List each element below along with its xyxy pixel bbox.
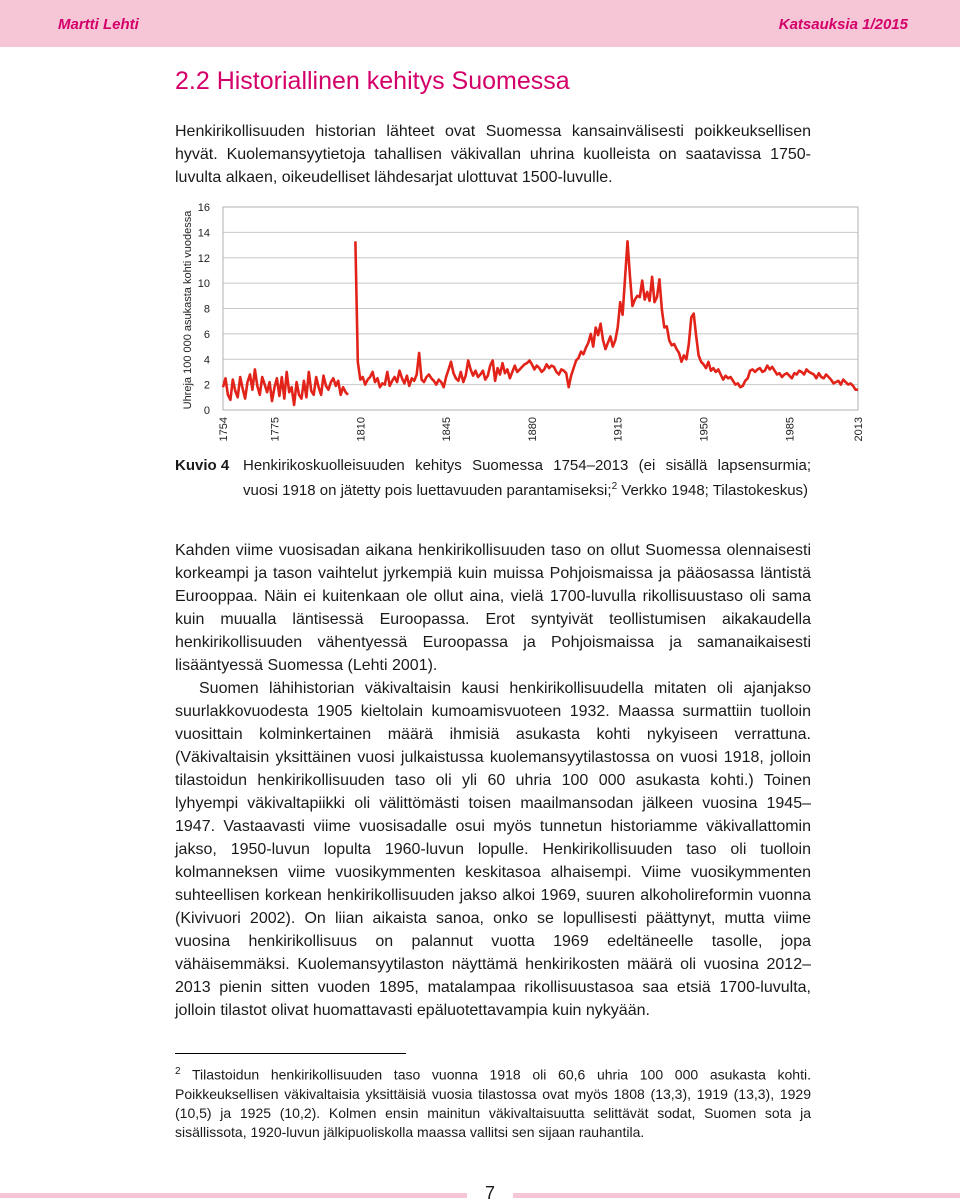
footnote-text: Tilastoidun henkirikollisuuden taso vuonna 1918 oli 60,6 uhria 100 000 asukasta kohti. Poikkeuksellisen väkivaltaisia yksittäisiä vuosia tilastossa ovat myös 1808 (13,3), 1919 (13,3), 1929 (10,5) ja 1925 (10,2). Kolmen ensin mainitun väkivaltaisuutta selittävät sodat, Suomen sota ja sisällissota, 1920-luvun jälkipuoliskolla maassa vallitsi sen sijaan rauhantila. bbox=[175, 1066, 811, 1140]
footer-bar-left bbox=[0, 1193, 467, 1198]
page-number: 7 bbox=[470, 1183, 510, 1204]
series-line-segment-1808-2013 bbox=[355, 241, 858, 389]
paragraph-2: Kahden viime vuosisadan aikana henkirikollisuuden taso on ollut Suomessa olennaisesti korkeampi ja tason vaihtelut jyrkempiä kuin muissa Pohjoismaissa ja pääosassa läntistä Eurooppaa. Näin ei kuitenkaan ole ollut aina, vielä 1700-luvulla rikollisuustaso oli sama kuin muualla läntisessä Euroopassa. Erot syntyivät teollistumisen aikakaudella henkirikollisuuden vähentyessä Euroopassa ja Pohjoismaissa ja samanaikaisesti lisääntyessä Suomessa (Lehti 2001). bbox=[175, 542, 811, 674]
x-tick-labels bbox=[218, 417, 865, 441]
footer-bar-right bbox=[513, 1193, 960, 1198]
header-author: Martti Lehti bbox=[58, 16, 139, 33]
page-header bbox=[0, 0, 960, 47]
chart-gridlines bbox=[223, 207, 858, 410]
x-tick-label: 1950 bbox=[698, 417, 711, 442]
section-title: 2.2 Historiallinen kehitys Suomessa bbox=[175, 67, 570, 95]
y-tick-label: 14 bbox=[197, 227, 210, 240]
x-tick-label: 1985 bbox=[784, 417, 797, 442]
homicide-rate-chart bbox=[172, 198, 872, 446]
x-tick-label: 1754 bbox=[218, 417, 230, 442]
caption-text-after: Verkko 1948; Tilastokeskus) bbox=[617, 482, 809, 499]
x-tick-label: 2013 bbox=[853, 417, 865, 442]
x-tick-label: 1880 bbox=[526, 417, 539, 442]
chart-series bbox=[223, 241, 858, 405]
x-tick-label: 1845 bbox=[441, 417, 454, 442]
y-tick-label: 0 bbox=[203, 405, 210, 417]
caption-footnote-ref[interactable]: 2 bbox=[611, 481, 618, 492]
footnote-number: 2 bbox=[175, 1066, 181, 1077]
y-tick-label: 8 bbox=[203, 303, 210, 316]
footnote bbox=[175, 1062, 811, 1142]
x-tick-label: 1775 bbox=[269, 417, 282, 442]
caption-label: Kuvio 4 bbox=[175, 457, 230, 474]
y-tick-label: 12 bbox=[197, 252, 210, 265]
header-series: Katsauksia 1/2015 bbox=[778, 16, 908, 33]
y-tick-label: 6 bbox=[203, 328, 210, 341]
y-tick-label: 10 bbox=[197, 278, 210, 291]
y-axis-label: Uhreja 100 000 asukasta kohti vuodessa bbox=[182, 210, 194, 410]
y-tick-label: 4 bbox=[203, 354, 210, 367]
x-tick-label: 1915 bbox=[612, 417, 625, 442]
y-tick-label: 16 bbox=[197, 202, 210, 214]
y-tick-labels bbox=[198, 202, 210, 417]
footnote-separator bbox=[175, 1053, 406, 1054]
figure-caption bbox=[175, 455, 811, 501]
caption-text: Henkirikoskuolleisuuden kehitys Suomessa 1754–2013 (ei sisällä lapsensurmia; vuosi 1918 on jätetty pois luettavuuden parantamiseksi; bbox=[243, 457, 811, 499]
series-line-segment-1754-1805 bbox=[223, 369, 348, 405]
paragraph-3: Suomen lähihistorian väkivaltaisin kausi henkirikollisuudella mitaten oli ajanjakso suurlakkovuodesta 1905 kieltolain kumoamisvuoteen 1932. Maassa surmattiin tuolloin vuosittain kolminkertainen määrä ihmisiä asukasta kohti nykyiseen verrattuna. (Väkivaltaisin yksittäinen vuosi julkaistussa kuolemansyytilastossa on vuosi 1918, jolloin tilastoidun henkirikollisuuden taso oli yli 60 uhria 100 000 asukasta kohti.) Toinen lyhyempi väkivaltapiikki oli välittömästi toisen maailmansodan jälkeen vuosina 1945–1947. Vastaavasti viime vuosisadalle osui myös tunnetun historiamme väkivallattomin jakso, 1950-luvun lopulta 1960-luvun lopulle. Henkirikollisuuden taso oli tuolloin kolmanneksen viime vuosikymmenten keskitasoa alhaisempi. Viime vuosikymmenten suhteellisen korkean henkirikollisuuden jakso alkoi 1969, suuren alkoholireformin vuonna (Kivivuori 2002). On liian aikaista sanoa, onko se lopullisesti päättynyt, mutta viime vuosina henkirikollisuus on palannut vuotta 1969 edeltäneelle tasolle, jopa vähäisemmäksi. Kuolemansyytilaston näyttämä henkirikosten määrä oli vuosina 2012–2013 pienin sitten vuoden 1895, matalampaa rikollisuustasoa saa etsiä 1700-luvulta, jolloin tilastot olivat huomattavasti epäluotettavampia kuin nykyään. bbox=[175, 680, 811, 1019]
x-tick-label: 1810 bbox=[355, 417, 368, 442]
intro-paragraph: Henkirikollisuuden historian lähteet ovat Suomessa kansainvälisesti poikkeuksellisen hyvät. Kuolemansyytietoja tahallisen väkivallan uhrina kuolleista on saatavissa 1750-luvulta alkaen, oikeudelliset lähdesarjat ulottuvat 1500-luvulle. bbox=[175, 123, 811, 186]
y-tick-label: 2 bbox=[203, 379, 210, 392]
